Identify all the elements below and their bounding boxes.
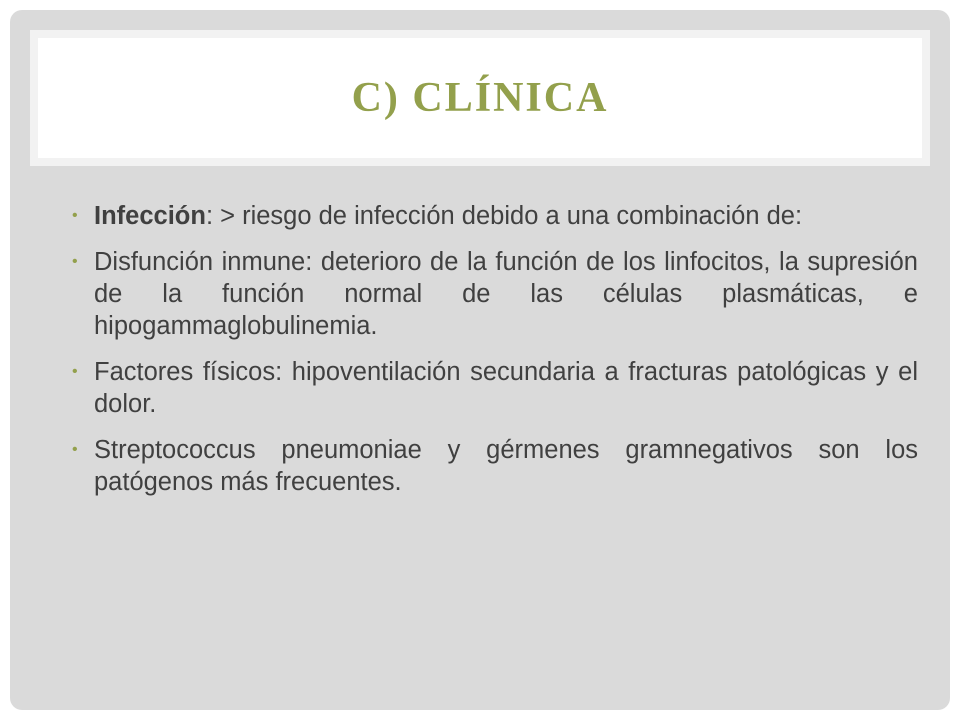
bullet-icon: • (72, 253, 78, 270)
bullet-icon: • (72, 207, 78, 224)
bullet-item (72, 434, 918, 498)
bullet-icon: • (72, 363, 78, 380)
bullet-icon: • (72, 441, 78, 458)
bullet-text: Streptococcus pneumoniae y gérmenes gramnegativos son los patógenos más frecuentes. (94, 436, 918, 496)
title-box (30, 30, 930, 166)
bullet-list (72, 200, 918, 512)
bullet-lead: Infección (94, 202, 206, 230)
bullet-text: : > riesgo de infección debido a una combinación de: (205, 202, 803, 230)
bullet-text: Disfunción inmune: deterioro de la función de los linfocitos, la supresión de la función normal de las células plasmáticas, e hipogammaglobulinemia. (94, 248, 918, 340)
slide (10, 10, 950, 710)
bullet-item (72, 200, 918, 232)
bullet-item (72, 356, 918, 420)
slide-title: C) CLÍNICA (351, 75, 609, 121)
bullet-text: Factores físicos: hipoventilación secundaria a fracturas patológicas y el dolor. (94, 358, 918, 418)
bullet-item (72, 246, 918, 342)
